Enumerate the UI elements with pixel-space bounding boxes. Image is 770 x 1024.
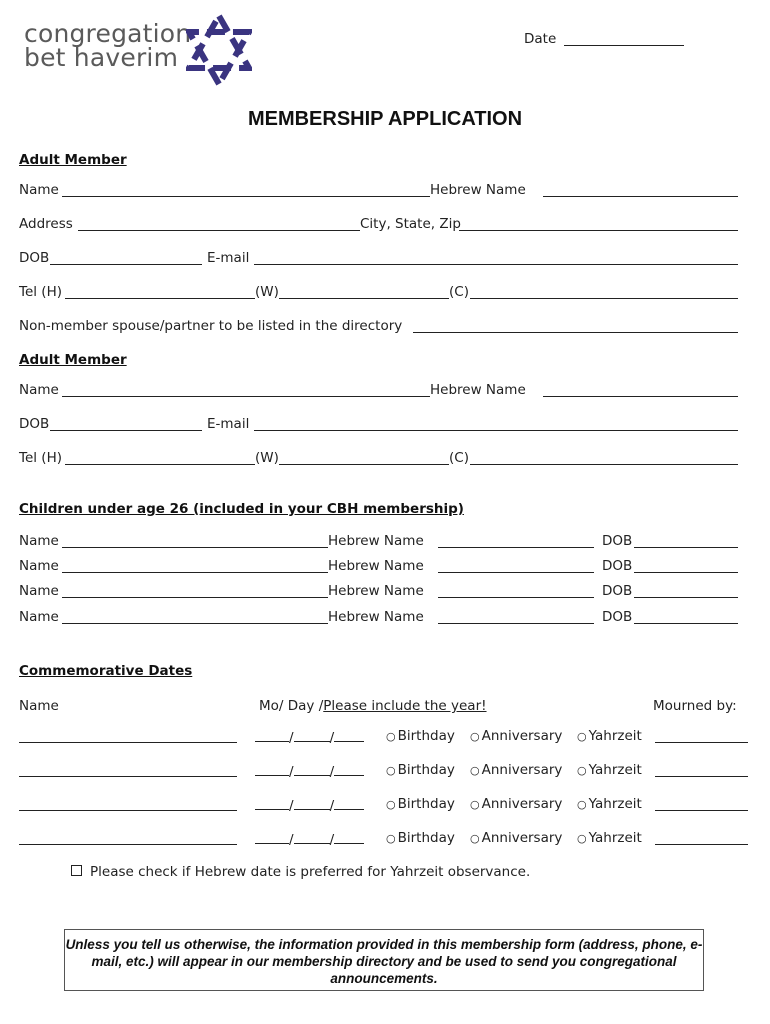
child-dob-field[interactable] xyxy=(634,572,738,573)
adult1-hebrew-name-field[interactable] xyxy=(543,196,738,197)
radio-circle-icon: ○ xyxy=(577,764,587,777)
child-name-label: Name xyxy=(19,583,59,599)
dob-label: DOB xyxy=(19,416,50,432)
radio-circle-icon: ○ xyxy=(386,832,396,845)
anniversary-option[interactable]: ○ Anniversary xyxy=(470,762,563,778)
col-date-note: Please include the year! xyxy=(323,698,487,714)
child-name-field[interactable] xyxy=(62,572,328,573)
hebrew-name-label: Hebrew Name xyxy=(430,182,526,198)
child-name-field[interactable] xyxy=(62,547,328,548)
tel-home-label: Tel (H) xyxy=(19,450,62,466)
hebrew-name-label: Hebrew Name xyxy=(430,382,526,398)
child-name-field[interactable] xyxy=(62,623,328,624)
children-heading: Children under age 26 (included in your CBH membership) xyxy=(19,501,464,517)
child-dob-field[interactable] xyxy=(634,547,738,548)
radio-circle-icon: ○ xyxy=(577,798,587,811)
tel-work-label: (W) xyxy=(255,450,279,466)
birthday-option[interactable]: ○ Birthday xyxy=(386,830,455,846)
child-hebrew-label: Hebrew Name xyxy=(328,558,424,574)
radio-circle-icon: ○ xyxy=(470,764,480,777)
radio-circle-icon: ○ xyxy=(386,764,396,777)
child-hebrew-label: Hebrew Name xyxy=(328,583,424,599)
radio-circle-icon: ○ xyxy=(577,730,587,743)
birthday-option[interactable]: ○ Birthday xyxy=(386,728,455,744)
child-hebrew-field[interactable] xyxy=(438,597,594,598)
radio-circle-icon: ○ xyxy=(386,730,396,743)
email-label: E-mail xyxy=(207,250,250,266)
adult-member-heading-2: Adult Member xyxy=(19,352,127,368)
page-title: MEMBERSHIP APPLICATION xyxy=(247,108,523,130)
birthday-option[interactable]: ○ Birthday xyxy=(386,762,455,778)
commemorative-name-field[interactable] xyxy=(19,810,237,811)
adult2-hebrew-name-field[interactable] xyxy=(543,396,738,397)
checkbox-icon[interactable] xyxy=(71,865,82,876)
tel-work-label: (W) xyxy=(255,284,279,300)
commemorative-date-field[interactable]: / / xyxy=(255,727,364,746)
adult1-tel-work-field[interactable] xyxy=(279,298,449,299)
child-dob-label: DOB xyxy=(602,609,633,625)
anniversary-option[interactable]: ○ Anniversary xyxy=(470,830,563,846)
adult1-tel-cell-field[interactable] xyxy=(470,298,738,299)
child-name-label: Name xyxy=(19,558,59,574)
col-mourned-header: Mourned by: xyxy=(653,698,737,714)
adult-member-heading-1: Adult Member xyxy=(19,152,127,168)
email-label: E-mail xyxy=(207,416,250,432)
commemorative-name-field[interactable] xyxy=(19,742,237,743)
child-dob-label: DOB xyxy=(602,558,633,574)
radio-circle-icon: ○ xyxy=(577,832,587,845)
mourned-by-field[interactable] xyxy=(655,810,748,811)
child-name-label: Name xyxy=(19,533,59,549)
adult2-tel-cell-field[interactable] xyxy=(470,464,738,465)
col-date-header: Mo/ Day /Please include the year! xyxy=(259,698,487,714)
adult2-tel-work-field[interactable] xyxy=(279,464,449,465)
child-hebrew-label: Hebrew Name xyxy=(328,609,424,625)
commemorative-heading: Commemorative Dates xyxy=(19,663,193,679)
radio-circle-icon: ○ xyxy=(470,798,480,811)
child-name-label: Name xyxy=(19,609,59,625)
child-dob-label: DOB xyxy=(602,583,633,599)
address-label: Address xyxy=(19,216,73,232)
child-hebrew-label: Hebrew Name xyxy=(328,533,424,549)
commemorative-date-field[interactable]: / / xyxy=(255,829,364,848)
adult1-dob-field[interactable] xyxy=(50,264,202,265)
name-label: Name xyxy=(19,382,59,398)
yahrzeit-option[interactable]: ○ Yahrzeit xyxy=(577,796,642,812)
directory-notice: Unless you tell us otherwise, the information provided in this membership form (address, phone, e-mail, etc.) will appear in our membership directory and be used to send you congregational announcements. xyxy=(64,929,704,991)
logo xyxy=(24,19,192,72)
city-state-zip-label: City, State, Zip xyxy=(360,216,461,232)
tel-cell-label: (C) xyxy=(449,450,469,466)
tel-home-label: Tel (H) xyxy=(19,284,62,300)
logo-line1: congregation xyxy=(24,19,192,48)
adult2-email-field[interactable] xyxy=(254,430,738,431)
child-dob-field[interactable] xyxy=(634,597,738,598)
col-name-header: Name xyxy=(19,698,59,714)
child-hebrew-field[interactable] xyxy=(438,623,594,624)
hebrew-date-checkbox[interactable] xyxy=(71,864,530,880)
dob-label: DOB xyxy=(19,250,50,266)
adult1-city-field[interactable] xyxy=(459,230,738,231)
logo-line2: bet haverim xyxy=(24,43,179,72)
adult1-address-field[interactable] xyxy=(78,230,360,231)
mourned-by-field[interactable] xyxy=(655,742,748,743)
adult2-tel-home-field[interactable] xyxy=(65,464,255,465)
child-dob-field[interactable] xyxy=(634,623,738,624)
tel-cell-label: (C) xyxy=(449,284,469,300)
commemorative-date-field[interactable]: / / xyxy=(255,761,364,780)
anniversary-option[interactable]: ○ Anniversary xyxy=(470,796,563,812)
child-hebrew-field[interactable] xyxy=(438,547,594,548)
adult2-dob-field[interactable] xyxy=(50,430,202,431)
child-name-field[interactable] xyxy=(62,597,328,598)
star-of-david-icon xyxy=(186,14,252,86)
commemorative-date-field[interactable]: / / xyxy=(255,795,364,814)
yahrzeit-option[interactable]: ○ Yahrzeit xyxy=(577,728,642,744)
mourned-by-field[interactable] xyxy=(655,844,748,845)
date-field[interactable] xyxy=(564,45,684,46)
spouse-label: Non-member spouse/partner to be listed in the directory xyxy=(19,318,403,334)
child-hebrew-field[interactable] xyxy=(438,572,594,573)
name-label: Name xyxy=(19,182,59,198)
spouse-field[interactable] xyxy=(413,332,738,333)
adult1-name-field[interactable] xyxy=(62,196,430,197)
adult1-tel-home-field[interactable] xyxy=(65,298,255,299)
adult1-email-field[interactable] xyxy=(254,264,738,265)
commemorative-name-field[interactable] xyxy=(19,776,237,777)
yahrzeit-option[interactable]: ○ Yahrzeit xyxy=(577,830,642,846)
child-dob-label: DOB xyxy=(602,533,633,549)
hebrew-date-label: Please check if Hebrew date is preferred for Yahrzeit observance. xyxy=(90,864,531,880)
birthday-option[interactable]: ○ Birthday xyxy=(386,796,455,812)
radio-circle-icon: ○ xyxy=(386,798,396,811)
radio-circle-icon: ○ xyxy=(470,730,480,743)
adult2-name-field[interactable] xyxy=(62,396,430,397)
anniversary-option[interactable]: ○ Anniversary xyxy=(470,728,563,744)
yahrzeit-option[interactable]: ○ Yahrzeit xyxy=(577,762,642,778)
radio-circle-icon: ○ xyxy=(470,832,480,845)
mourned-by-field[interactable] xyxy=(655,776,748,777)
commemorative-name-field[interactable] xyxy=(19,844,237,845)
date-label: Date xyxy=(524,31,557,47)
